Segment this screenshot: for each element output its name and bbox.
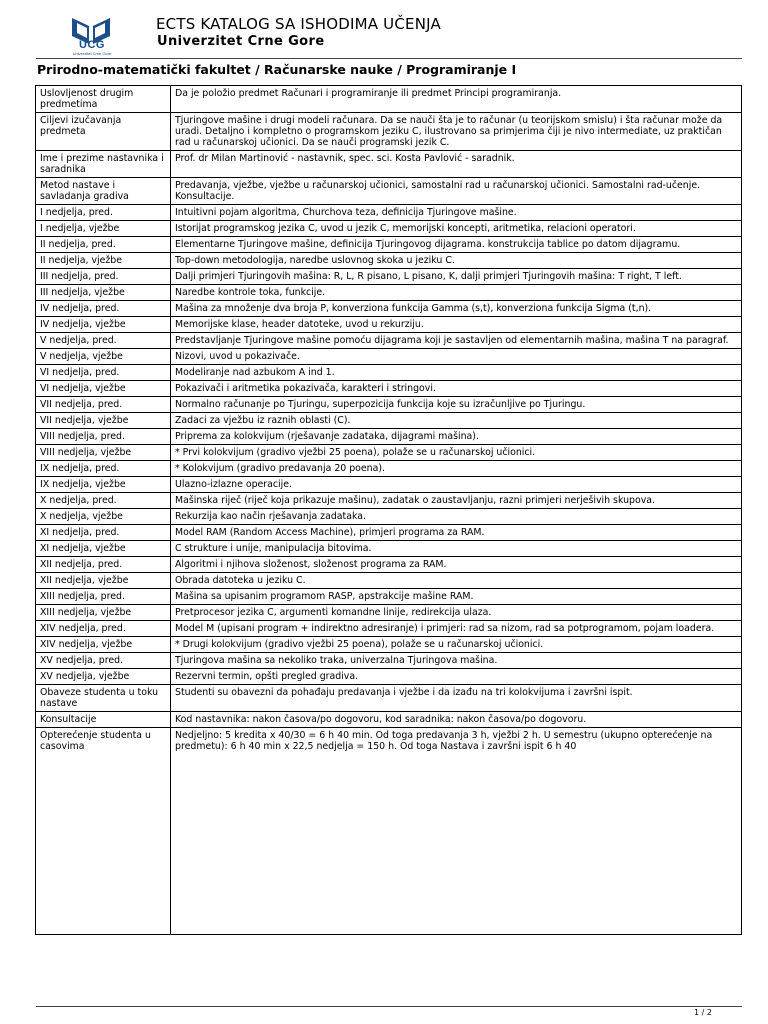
course-path: Prirodno-matematički fakultet / Računarske nauke / Programiranje I [37,62,517,77]
table-row [36,461,742,477]
table-row [36,728,742,935]
row-label: XII nedjelja, vježbe [36,573,171,589]
row-label: IV nedjelja, pred. [36,301,171,317]
header-divider [36,58,742,59]
row-value: Intuitivni pojam algoritma, Churchova teza, definicija Tjuringove mašine. [171,205,742,221]
table-row [36,605,742,621]
row-value: * Drugi kolokvijum (gradivo vježbi 25 poena), polaže se u računarskoj učionici. [171,637,742,653]
row-value: Mašina sa upisanim programom RASP, apstrakcije mašine RAM. [171,589,742,605]
row-value: * Kolokvijum (gradivo predavanja 20 poena). [171,461,742,477]
row-label: VI nedjelja, pred. [36,365,171,381]
row-value: Normalno računanje po Tjuringu, superpozicija funkcija koje su izračunljive po Tjuringu. [171,397,742,413]
table-row [36,589,742,605]
row-label: XII nedjelja, pred. [36,557,171,573]
row-label: XV nedjelja, pred. [36,653,171,669]
row-value: Prof. dr Milan Martinović - nastavnik, spec. sci. Kosta Pavlović - saradnik. [171,151,742,178]
row-value: Predstavljanje Tjuringove mašine pomoću dijagrama koji je sastavljen od elementarnih mašina, mašina T na paragraf. [171,333,742,349]
logo-subtext: Univerzitet Crne Gore [72,51,112,56]
row-label: II nedjelja, pred. [36,237,171,253]
table-row [36,525,742,541]
row-label: I nedjelja, vježbe [36,221,171,237]
logo-text: UCG [79,39,105,51]
row-label: VIII nedjelja, vježbe [36,445,171,461]
row-label: IX nedjelja, pred. [36,461,171,477]
table-row [36,253,742,269]
table-row [36,221,742,237]
row-label: I nedjelja, pred. [36,205,171,221]
row-label: Ciljevi izučavanja predmeta [36,113,171,151]
table-row [36,685,742,712]
row-label: Metod nastave i savladanja gradiva [36,178,171,205]
row-value: Naredbe kontrole toka, funkcije. [171,285,742,301]
row-value: Obrada datoteka u jeziku C. [171,573,742,589]
table-row [36,86,742,113]
row-value: Memorijske klase, header datoteke, uvod u rekurziju. [171,317,742,333]
row-value: Ulazno-izlazne operacije. [171,477,742,493]
course-table-body [36,86,742,935]
row-label: VII nedjelja, pred. [36,397,171,413]
row-label: XIII nedjelja, vježbe [36,605,171,621]
row-label: VI nedjelja, vježbe [36,381,171,397]
row-label: III nedjelja, pred. [36,269,171,285]
table-row [36,573,742,589]
row-label: X nedjelja, pred. [36,493,171,509]
row-value: Mašinska riječ (riječ koja prikazuje mašinu), zadatak o zaustavljanju, razni primjeri nerješivih skupova. [171,493,742,509]
row-value: Dalji primjeri Tjuringovih mašina: R, L, R pisano, L pisano, K, dalji primjeri Tjuringovih mašina: T right, T left. [171,269,742,285]
row-label: X nedjelja, vježbe [36,509,171,525]
row-value: Priprema za kolokvijum (rješavanje zadataka, dijagrami mašina). [171,429,742,445]
row-label: XI nedjelja, pred. [36,525,171,541]
table-row [36,621,742,637]
row-label: Opterećenje studenta u casovima [36,728,171,935]
row-label: III nedjelja, vježbe [36,285,171,301]
row-value: Nedjeljno: 5 kredita x 40/30 = 6 h 40 min. Od toga predavanja 3 h, vježbi 2 h. U semestru (ukupno opterećenje na predmetu): 6 h 40 min x 22,5 nedjelja = 150 h. Od toga Nastava i završni ispit 6 h 40 [171,728,742,935]
table-row [36,301,742,317]
row-label: XIII nedjelja, pred. [36,589,171,605]
row-label: Ime i prezime nastavnika i saradnika [36,151,171,178]
table-row [36,381,742,397]
row-value: Da je položio predmet Računari i programiranje ili predmet Principi programiranja. [171,86,742,113]
table-row [36,477,742,493]
row-label: Uslovljenost drugim predmetima [36,86,171,113]
row-value: Top-down metodologija, naredbe uslovnog skoka u jeziku C. [171,253,742,269]
table-row [36,349,742,365]
row-label: Konsultacije [36,712,171,728]
row-value: Model M (upisani program + indirektno adresiranje) i primjeri: rad sa nizom, rad sa potprogramom, pojam loadera. [171,621,742,637]
row-value: Pretprocesor jezika C, argumenti komandne linije, redirekcija ulaza. [171,605,742,621]
row-value: * Prvi kolokvijum (gradivo vježbi 25 poena), polaže se u računarskoj učionici. [171,445,742,461]
row-value: Tjuringova mašina sa nekoliko traka, univerzalna Tjuringova mašina. [171,653,742,669]
table-row [36,429,742,445]
row-value: Studenti su obavezni da pohađaju predavanja i vježbe i da izađu na tri kolokvijuma i završni ispit. [171,685,742,712]
table-row [36,113,742,151]
row-value: Algoritmi i njihova složenost, složenost programa za RAM. [171,557,742,573]
table-row [36,557,742,573]
row-label: XI nedjelja, vježbe [36,541,171,557]
row-label: XIV nedjelja, vježbe [36,637,171,653]
row-label: V nedjelja, pred. [36,333,171,349]
table-row [36,493,742,509]
row-value: Pokazivači i aritmetika pokazivača, karakteri i stringovi. [171,381,742,397]
table-row [36,237,742,253]
row-label: VIII nedjelja, pred. [36,429,171,445]
table-row [36,712,742,728]
catalog-title: ECTS KATALOG SA ISHODIMA UČENJA [156,15,441,33]
table-row [36,178,742,205]
row-value: Modeliranje nad azbukom A ind 1. [171,365,742,381]
row-value: Tjuringove mašine i drugi modeli računara. Da se nauči šta je to računar (u teorijskom smislu) i šta računar može da uradi. Detaljno i kompletno o programskom jeziku C, ilustrovano sa primjerima čiji je nivo intermediate, uz praktičan rad u računarskoj učionici. Da se nauči programski jezik C. [171,113,742,151]
table-row [36,365,742,381]
row-value: Kod nastavnika: nakon časova/po dogovoru, kod saradnika: nakon časova/po dogovoru. [171,712,742,728]
row-label: XIV nedjelja, pred. [36,621,171,637]
row-value: C strukture i unije, manipulacija bitovima. [171,541,742,557]
row-value: Rezervni termin, opšti pregled gradiva. [171,669,742,685]
table-row [36,541,742,557]
row-label: Obaveze studenta u toku nastave [36,685,171,712]
table-row [36,397,742,413]
course-table [35,85,742,935]
table-row [36,333,742,349]
row-value: Istorijat programskog jezika C, uvod u jezik C, memorijski koncepti, aritmetika, relacioni operatori. [171,221,742,237]
table-row [36,285,742,301]
table-row [36,509,742,525]
row-value: Elementarne Tjuringove mašine, definicija Tjuringovog dijagrama. konstrukcija tablice po datom dijagramu. [171,237,742,253]
row-value: Nizovi, uvod u pokazivače. [171,349,742,365]
row-label: VII nedjelja, vježbe [36,413,171,429]
table-row [36,669,742,685]
row-value: Mašina za množenje dva broja P, konverziona funkcija Gamma (s,t), konverziona funkcija Sigma (t,n). [171,301,742,317]
row-label: IX nedjelja, vježbe [36,477,171,493]
row-value: Model RAM (Random Access Machine), primjeri programa za RAM. [171,525,742,541]
row-label: II nedjelja, vježbe [36,253,171,269]
row-label: IV nedjelja, vježbe [36,317,171,333]
footer-divider [36,1006,742,1007]
row-value: Predavanja, vježbe, vježbe u računarskoj učionici, samostalni rad u računarskoj učionici. Samostalni rad-učenje. Konsultacije. [171,178,742,205]
table-row [36,151,742,178]
table-row [36,269,742,285]
row-value: Zadaci za vježbu iz raznih oblasti (C). [171,413,742,429]
row-label: V nedjelja, vježbe [36,349,171,365]
table-row [36,317,742,333]
table-row [36,413,742,429]
university-name: Univerzitet Crne Gore [157,34,325,49]
table-row [36,653,742,669]
row-label: XV nedjelja, vježbe [36,669,171,685]
table-row [36,637,742,653]
table-row [36,445,742,461]
row-value: Rekurzija kao način rješavanja zadataka. [171,509,742,525]
page-number: 1 / 2 [694,1008,712,1017]
table-row [36,205,742,221]
